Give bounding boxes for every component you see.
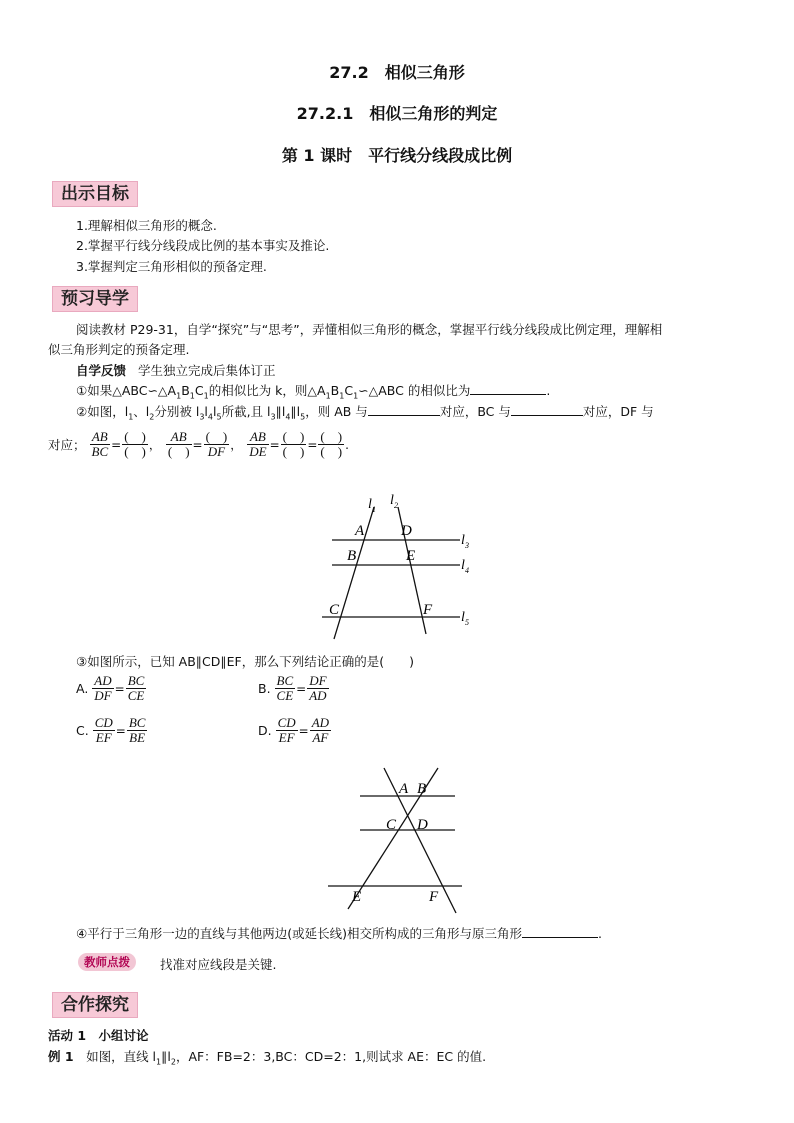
teacher-tip-badge: 教师点拨 [78,953,136,971]
example-text-b: ∥l [161,1049,171,1064]
q1-sub-c: 1 [203,391,209,401]
example-sub-2: 2 [170,1057,176,1067]
option-C-label: C. [76,723,89,738]
point-F: F [423,602,433,618]
point-C: C [329,602,340,618]
frac-den: EF [278,730,295,745]
feedback-tail: 学生独立完成后集体订正 [138,363,276,378]
q2-text-g: ∥l [275,404,286,419]
q1-text-e: B [330,383,340,398]
fraction-ab-bc [90,430,111,459]
q2-text-h: ∥l [290,404,301,419]
q2-sub-7: 4 [285,412,291,422]
question-2 [76,403,654,427]
q1-text-c: C [194,383,204,398]
label-l2-sub: 2 [394,501,398,510]
section-badge-cooperate: 合作探究 [52,992,138,1018]
option-D-right [310,716,331,745]
title-lesson: 第 1 课时 平行线分线段成比例 [281,146,513,165]
q2-sub-3: 3 [199,412,205,422]
goal-2: 2.掌握平行线分线段成比例的基本事实及推论. [76,238,330,253]
q1-dot: . [546,383,551,398]
frac-num: ( ) [320,429,343,444]
option-A-left [92,674,113,703]
q1-text-b: B [181,383,190,398]
frac-num: AB [166,430,192,445]
section-badge-goals: 出示目标 [52,181,138,207]
line-l1 [334,507,374,639]
fraction-ab-de [247,430,268,459]
feedback-head: 自学反馈 [76,363,127,378]
point-C: C [386,817,397,833]
q2-text-j: 对应，BC 与 [439,404,511,419]
point-D: D [401,523,412,539]
q2-text-i: ，则 AB 与 [305,404,368,419]
eq-sign: = [192,437,203,452]
q1-sub-f: 1 [353,391,359,401]
q1-answer-blank[interactable] [470,393,546,395]
label-l4-sub: 4 [465,566,469,575]
example-label: 例 1 [48,1049,74,1064]
q2-sub-6: 3 [270,412,276,422]
goal-3: 3.掌握判定三角形相似的预备定理. [76,259,267,274]
eq-sign: = [114,681,125,696]
example-1 [48,1048,486,1072]
label-l3-sub: 3 [465,541,469,550]
frac-den: AF [312,730,329,745]
frac-den: DE [249,444,267,459]
fraction-blank-4[interactable] [318,430,344,459]
point-E: E [406,548,416,564]
dot: . [345,437,349,452]
q1-sub-a: 1 [176,391,182,401]
option-C-right [127,716,148,745]
q2-cont-text: 对应； [48,437,86,453]
frac-num: AD [94,673,112,688]
question-2-fractions [48,430,350,459]
eq-sign: = [296,681,307,696]
frac-den: ( ) [282,444,305,459]
point-A: A [355,523,365,539]
comma: ， [148,438,161,452]
q2-blank-2[interactable] [511,414,583,416]
frac-den: ( ) [167,444,190,459]
q2-sub-8: 5 [300,412,306,422]
frac-num: ( ) [282,429,305,444]
q2-sub-4: 4 [207,412,213,422]
q2-text-b: 、l [133,404,150,419]
label-l5-sub: 5 [465,618,469,627]
q1-sub-d: 1 [325,391,331,401]
eq-sign: = [307,437,318,452]
q2-text-e: l [212,404,217,419]
label-l5: l [461,610,465,625]
frac-num: ( ) [205,429,228,444]
option-A[interactable] [76,674,146,703]
frac-den: CE [276,688,294,703]
question-4 [76,925,602,943]
figure-parallel-lines-2 [320,765,470,915]
option-A-label: A. [76,681,89,696]
frac-den: BE [129,730,146,745]
q2-text-k: 对应，DF 与 [582,404,654,419]
question-1 [76,382,550,406]
q1-text-d: 的相似比为 k，则△A [208,383,326,398]
feedback-line [76,362,276,380]
question-3-stem: ③如图所示，已知 AB∥CD∥EF，那么下列结论正确的是( ) [76,654,415,669]
q2-sub-5: 5 [216,412,222,422]
label-l2: l [390,493,394,508]
frac-num: BC [128,715,146,730]
q4-answer-blank[interactable] [522,936,598,938]
q2-text-c: 分别被 l [154,404,200,419]
comma: ， [230,438,243,452]
option-A-right [126,674,147,703]
frac-num: DF [309,673,327,688]
option-D-left [276,716,298,745]
frac-num: BC [127,673,145,688]
title-subsection: 27.2.1 相似三角形的判定 [296,104,498,123]
frac-den: BC [91,444,109,459]
fraction-blank-3[interactable] [281,430,307,459]
option-C[interactable] [76,716,147,745]
frac-num: ( ) [124,429,146,444]
example-sub-1: 1 [156,1057,162,1067]
option-B-label: B. [258,681,271,696]
q1-sub-b: 1 [189,391,195,401]
frac-num: CD [277,715,296,730]
point-E: E [352,889,362,905]
frac-num: AB [90,430,111,445]
q2-blank-1[interactable] [368,414,440,416]
option-D[interactable] [258,716,331,745]
q1-sub-e: 1 [339,391,345,401]
option-B-left [275,674,296,703]
figure-parallel-lines-1 [310,490,490,640]
goal-1: 1.理解相似三角形的概念. [76,218,217,233]
point-A: A [399,781,409,797]
q1-text-f: C [344,383,354,398]
frac-den: DF [207,444,226,459]
frac-den: DF [94,688,112,703]
q2-sub-2: 2 [149,412,155,422]
frac-num: AB [247,430,268,445]
fraction-blank-1[interactable] [122,430,148,459]
option-C-left [93,716,115,745]
teacher-tip-text: 找准对应线段是关键. [160,957,277,972]
q2-text-f: 所截,且 l [221,404,271,419]
q2-text-a: ②如图，l [76,404,129,419]
point-B: B [417,781,427,797]
option-B-right [307,674,328,703]
frac-den: ( ) [320,444,343,459]
q4-dot: . [597,926,602,941]
q1-text-a: ①如果△ABC∽△A [76,383,177,398]
q2-sub-1: 1 [128,412,134,422]
title-section: 27.2 相似三角形 [329,63,465,82]
label-l4: l [461,558,465,573]
preview-intro-1: 阅读教材 P29-31，自学“探究”与“思考”，弄懂相似三角形的概念，掌握平行线分线段成比例定理，理解相 [76,322,663,337]
frac-num: CD [94,715,113,730]
q2-text-d: l [204,404,208,419]
section-badge-preview: 预习导学 [52,286,138,312]
eq-sign: = [115,723,126,738]
frac-den: CE [127,688,145,703]
frac-den: ( ) [124,444,146,459]
option-B[interactable] [258,674,329,703]
frac-den: EF [95,730,112,745]
frac-den: AD [309,688,327,703]
eq-sign: = [111,437,122,452]
q4-text: ④平行于三角形一边的直线与其他两边(或延长线)相交所构成的三角形与原三角形 [76,926,522,941]
activity-heading: 活动 1 小组讨论 [48,1028,149,1043]
point-B: B [347,548,357,564]
example-text-c: ，AF：FB=2：3,BC：CD=2：1,则试求 AE：EC 的值. [175,1049,487,1064]
point-F: F [429,889,439,905]
label-l1: l [368,497,372,512]
fraction-ab-df [166,430,192,459]
fraction-blank-2[interactable] [204,430,230,459]
label-l3: l [461,533,465,548]
q1-text-g: ∽△ABC 的相似比为 [358,383,471,398]
frac-num: BC [276,673,294,688]
frac-num: AD [311,715,330,730]
point-D: D [417,817,428,833]
preview-intro-2: 似三角形判定的预备定理. [48,342,190,357]
option-D-label: D. [258,723,272,738]
eq-sign: = [269,437,280,452]
label-l1-sub: 1 [372,505,376,514]
example-text-a: 如图，直线 l [73,1049,157,1064]
eq-sign: = [298,723,309,738]
